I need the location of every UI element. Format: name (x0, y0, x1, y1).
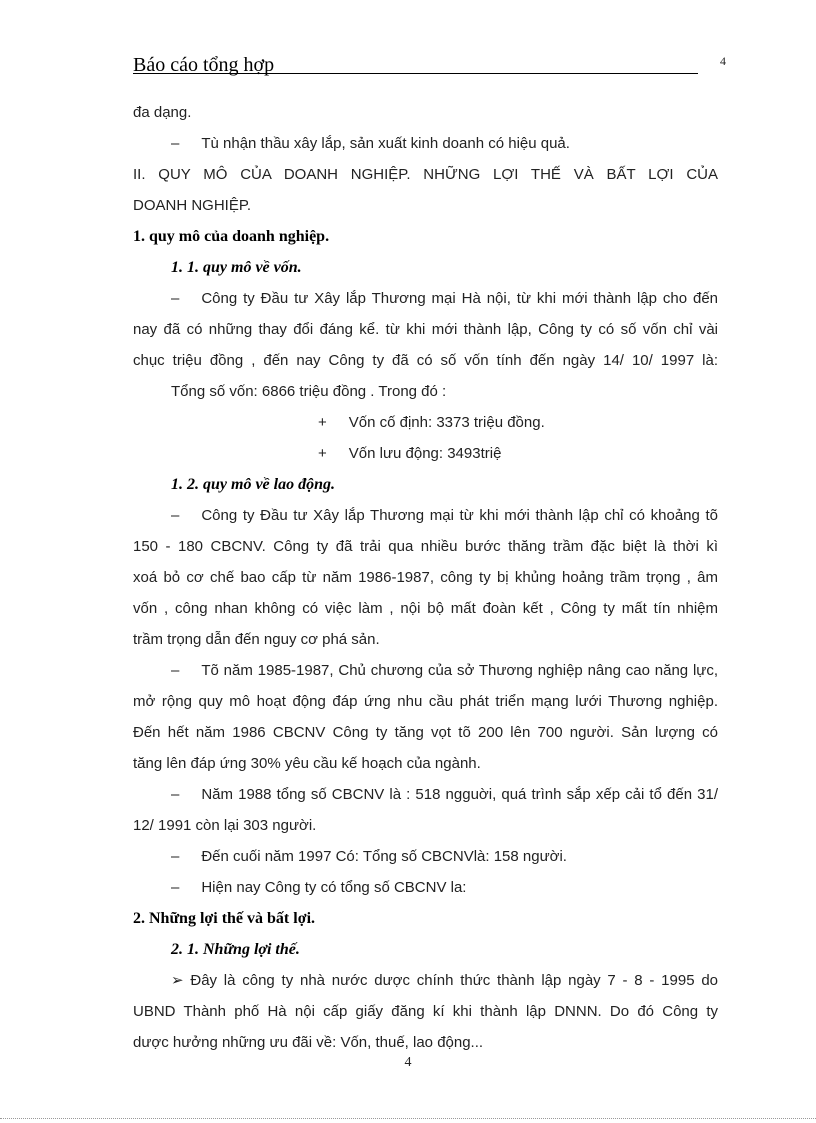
text-line: Công ty Đầu tư Xây lắp Thương mại từ khi mới thành lập chỉ có khoảng tõ (201, 507, 718, 524)
list-item (133, 128, 718, 159)
text-line: 12/ 1991 còn lại 303 người. (133, 817, 317, 834)
subheading-1-1: 1. 1. quy mô về vốn. (171, 259, 302, 276)
subheading-1-2: 1. 2. quy mô về lao động. (171, 476, 335, 493)
capital-item (133, 407, 718, 438)
text-line: Tù nhận thầu xây lắp, sản xuất kinh doanh có hiệu quả. (201, 135, 570, 152)
list-item (133, 655, 718, 686)
text-line: Tõ năm 1985-1987, Chủ chương của sở Thương nghiệp nâng cao năng lực, (201, 662, 718, 679)
text-line: Tổng số vốn: 6866 triệu đồng . Trong đó : (171, 383, 447, 400)
text-line: Hiện nay Công ty có tổng số CBCNV la: (201, 879, 467, 896)
capital-item (133, 438, 718, 469)
footer-page-number: 4 (404, 1055, 412, 1070)
text-line: Vốn lưu động: 3493triệ (348, 445, 502, 462)
text-line: Vốn cố định: 3373 triệu đồng. (348, 414, 545, 431)
text-line: tăng lên đáp ứng 30% yêu cầu kế hoạch của ngành. (133, 755, 481, 772)
section-heading-ii: II. QUY MÔ CỦA DOANH NGHIỆP. NHỮNG LỢI THẾ VÀ BẤT LỢI CỦA (133, 166, 718, 183)
section-heading-ii-cont: DOANH NGHIỆP. (133, 197, 252, 214)
dash-marker: – (171, 507, 180, 524)
list-item (133, 500, 718, 531)
text-line: vốn , công nhan không có việc làm , nội bộ mất đoàn kết , Công ty mất tín nhiệm (133, 600, 718, 617)
text-line: xoá bỏ cơ chế bao cấp từ năm 1986-1987, công ty bị khủng hoảng trầm trọng , âm (133, 569, 718, 586)
header-title: Báo cáo tổng hợp (133, 54, 275, 76)
arrow-bullet-icon: ➢ (171, 972, 184, 989)
heading-2: 2. Những lợi thế và bất lợi. (133, 910, 316, 927)
text-line: chục triệu đồng , đến nay Công ty đã có số vốn tính đến ngày 14/ 10/ 1997 là: (133, 352, 718, 369)
text-line: nay đã có những thay đổi đáng kể. từ khi mới thành lập, Công ty có số vốn chỉ vài (133, 321, 718, 338)
text-line: 150 - 180 CBCNV. Công ty đã trải qua nhiều bước thăng trầm đặc biệt là thời kì (133, 538, 718, 555)
text-line: UBND Thành phố Hà nội cấp giấy đăng kí khi thành lập DNNN. Do đó Công ty (133, 1003, 718, 1020)
list-item (133, 283, 718, 314)
plus-marker: + (318, 445, 327, 462)
plus-marker: + (318, 414, 327, 431)
text-line: mở rộng quy mô hoạt động đáp ứng nhu cầu phát triển mạng lưới Thương nghiệp. (133, 693, 718, 710)
dash-marker: – (171, 786, 180, 803)
list-item (133, 872, 718, 903)
dash-marker: – (171, 848, 180, 865)
dash-marker: – (171, 135, 180, 152)
subheading-2-1: 2. 1. Những lợi thế. (171, 941, 300, 958)
text-line: Đến hết năm 1986 CBCNV Công ty tăng vọt tõ 200 lên 700 người. Sản lượng có (133, 724, 718, 741)
text-line: Năm 1988 tổng số CBCNV là : 518 ngguời, quá trình sắp xếp cải tổ đến 31/ (201, 786, 718, 803)
text-line: Đến cuối năm 1997 Có: Tổng số CBCNVlà: 158 người. (201, 848, 567, 865)
list-item (133, 841, 718, 872)
header-rule (133, 73, 698, 74)
text-line: dược hưởng những ưu đãi về: Vốn, thuế, lao động... (133, 1034, 484, 1051)
document-body (133, 97, 718, 1058)
dash-marker: – (171, 879, 180, 896)
dash-marker: – (171, 662, 180, 679)
dash-marker: – (171, 290, 180, 307)
list-item (133, 965, 718, 996)
list-item (133, 779, 718, 810)
text-line: đa dạng. (133, 104, 192, 121)
heading-1: 1. quy mô của doanh nghiệp. (133, 228, 330, 245)
header-page-number: 4 (720, 54, 726, 68)
text-line: Đây là công ty nhà nước dược chính thức thành lập ngày 7 - 8 - 1995 do (190, 972, 718, 989)
page-bottom-divider (0, 1118, 816, 1119)
text-line: trầm trọng dẫn đến nguy cơ phá sản. (133, 631, 380, 648)
text-line: Công ty Đầu tư Xây lắp Thương mại Hà nội, từ khi mới thành lập cho đến (201, 290, 718, 307)
